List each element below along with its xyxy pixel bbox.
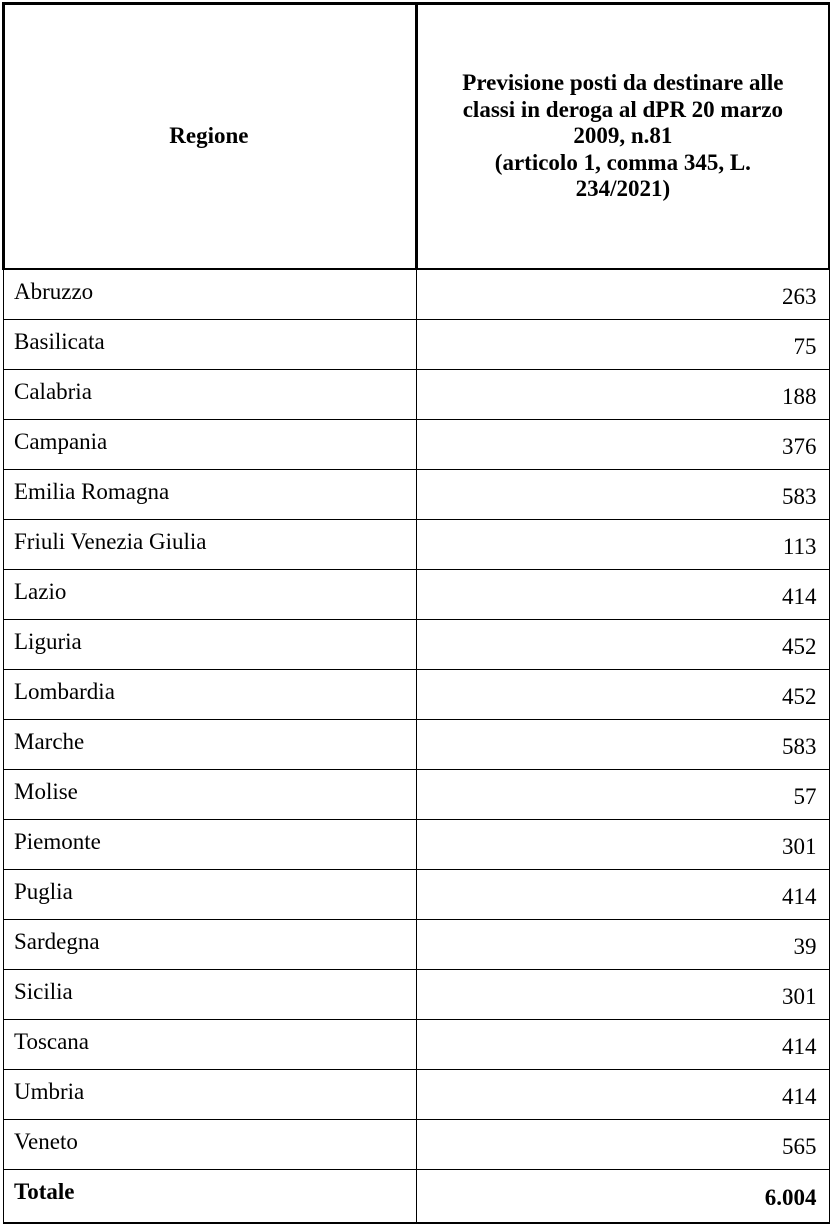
posti-value-cell: 263 <box>416 269 829 320</box>
posti-value-cell: 565 <box>416 1120 829 1170</box>
total-value: 6.004 <box>416 1170 829 1224</box>
region-name-cell: Sicilia <box>4 970 417 1020</box>
posti-value-cell: 39 <box>416 920 829 970</box>
region-name-cell: Campania <box>4 420 417 470</box>
value-header-line: classi in deroga al dPR 20 marzo <box>462 96 784 122</box>
value-header-line: (articolo 1, comma 345, L. <box>494 149 751 175</box>
posti-value-cell: 376 <box>416 420 829 470</box>
region-name-cell: Liguria <box>4 620 417 670</box>
total-row <box>4 1170 830 1224</box>
region-name-cell: Sardegna <box>4 920 417 970</box>
region-name-cell: Calabria <box>4 370 417 420</box>
posti-value-cell: 583 <box>416 720 829 770</box>
region-name-cell: Basilicata <box>4 320 417 370</box>
table-row <box>4 1070 830 1120</box>
region-name-cell: Friuli Venezia Giulia <box>4 520 417 570</box>
posti-value-cell: 414 <box>416 570 829 620</box>
table-row <box>4 620 830 670</box>
table-row <box>4 570 830 620</box>
table-row <box>4 520 830 570</box>
region-name-cell: Abruzzo <box>4 269 417 320</box>
table-row <box>4 1020 830 1070</box>
table-row <box>4 420 830 470</box>
table-row <box>4 470 830 520</box>
table-row <box>4 370 830 420</box>
region-name-cell: Molise <box>4 770 417 820</box>
table-row <box>4 770 830 820</box>
table-header-row <box>4 4 830 270</box>
table-row <box>4 870 830 920</box>
region-name-cell: Piemonte <box>4 820 417 870</box>
region-column-header: Regione <box>4 4 417 270</box>
region-name-cell: Umbria <box>4 1070 417 1120</box>
table-row <box>4 720 830 770</box>
posti-value-cell: 414 <box>416 870 829 920</box>
posti-value-cell: 452 <box>416 620 829 670</box>
posti-value-cell: 57 <box>416 770 829 820</box>
table-row <box>4 670 830 720</box>
value-header-line: Previsione posti da destinare alle <box>462 70 784 96</box>
value-header-line: 2009, n.81 <box>573 123 673 149</box>
table-row <box>4 970 830 1020</box>
allocation-table <box>2 2 830 1224</box>
posti-value-cell: 75 <box>416 320 829 370</box>
posti-value-cell: 188 <box>416 370 829 420</box>
region-name-cell: Lazio <box>4 570 417 620</box>
posti-value-cell: 583 <box>416 470 829 520</box>
value-column-header <box>416 4 829 270</box>
table-row <box>4 269 830 320</box>
posti-value-cell: 301 <box>416 970 829 1020</box>
value-column-header-text <box>426 70 820 202</box>
posti-value-cell: 452 <box>416 670 829 720</box>
region-name-cell: Emilia Romagna <box>4 470 417 520</box>
table-row <box>4 920 830 970</box>
region-name-cell: Veneto <box>4 1120 417 1170</box>
total-label: Totale <box>4 1170 417 1224</box>
value-header-line: 234/2021) <box>575 176 671 202</box>
region-name-cell: Toscana <box>4 1020 417 1070</box>
posti-value-cell: 113 <box>416 520 829 570</box>
table-body <box>4 269 830 1170</box>
posti-value-cell: 414 <box>416 1020 829 1070</box>
posti-value-cell: 301 <box>416 820 829 870</box>
table-row <box>4 320 830 370</box>
allocation-table-container <box>2 2 830 1224</box>
table-row <box>4 820 830 870</box>
posti-value-cell: 414 <box>416 1070 829 1120</box>
region-name-cell: Puglia <box>4 870 417 920</box>
table-row <box>4 1120 830 1170</box>
region-name-cell: Marche <box>4 720 417 770</box>
region-name-cell: Lombardia <box>4 670 417 720</box>
